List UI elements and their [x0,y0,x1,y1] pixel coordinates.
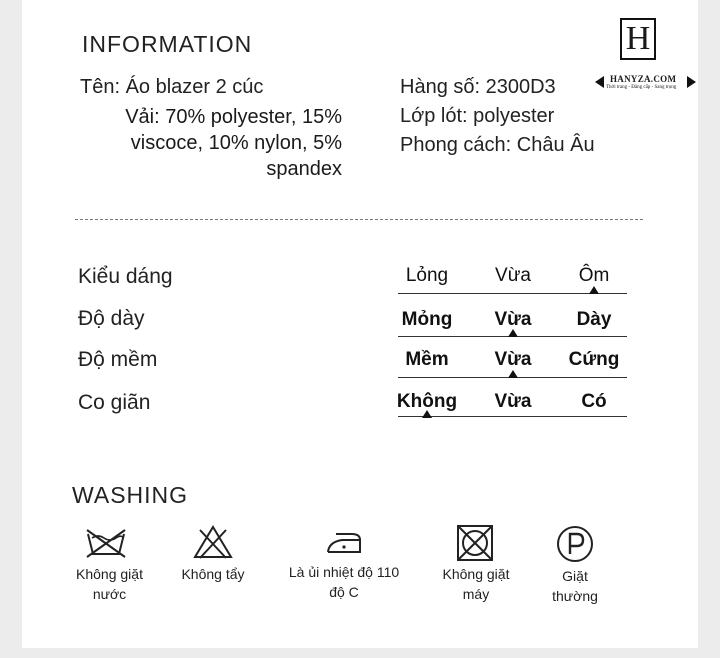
product-info-card [22,0,698,648]
scale-option: Vừa [494,309,532,330]
scale-option: Mềm [405,349,449,370]
professional-clean-p-icon [555,524,595,564]
product-name: Tên: Áo blazer 2 cúc [80,76,264,98]
brand-tagline: Thời trang - Đẳng cấp - Sang trọng [606,85,677,90]
scale-option: Lỏng [405,265,449,286]
scale-option: Dày [576,309,612,330]
attribute-label: Kiểu dáng [78,265,173,288]
attribute-label: Độ mềm [78,348,158,371]
no-machine-wash-icon [456,524,494,562]
logo-letter: H [625,20,651,57]
information-heading: INFORMATION [82,31,253,57]
scale-option: Ôm [578,265,610,286]
attribute-label: Độ dày [78,307,145,330]
iron-110-icon [324,530,364,556]
right-arrow-icon [687,76,696,88]
wash-label: Không giặt nước [76,566,143,602]
attribute-label: Co giãn [78,391,151,414]
scale-marker [508,329,518,337]
scale-marker [589,286,599,294]
brand-name: HANYZA.COM [610,74,677,84]
no-water-wash-icon [84,526,128,560]
wash-label: Là ủi nhiệt độ 110 độ C [288,564,400,600]
wash-label: Giặt thường [552,568,598,604]
scale-marker [508,370,518,378]
washing-heading: WASHING [72,482,189,508]
fabric-composition: Vải: 70% polyester, 15% viscoce, 10% nylon, 5% spandex [125,106,342,180]
scale-option: Có [581,391,607,412]
wash-label: Không tẩy [181,566,245,582]
scale-option: Cứng [568,349,620,370]
left-arrow-icon [595,76,604,88]
scale-option: Vừa [495,265,531,286]
scale-marker [422,410,432,418]
scale-option: Mỏng [401,309,453,330]
section-divider [75,219,643,220]
wash-label: Không giặt máy [442,566,510,602]
item-number: Hàng số: 2300D3 [400,76,556,98]
style-origin: Phong cách: Châu Âu [400,134,595,156]
scale-option: Vừa [494,349,532,370]
scale-option: Vừa [494,391,532,412]
brand-logo [620,18,656,60]
scale-line [398,416,627,417]
scale-option: Không [396,391,458,412]
no-bleach-icon [192,524,234,560]
lining-material: Lớp lót: polyester [400,105,555,127]
